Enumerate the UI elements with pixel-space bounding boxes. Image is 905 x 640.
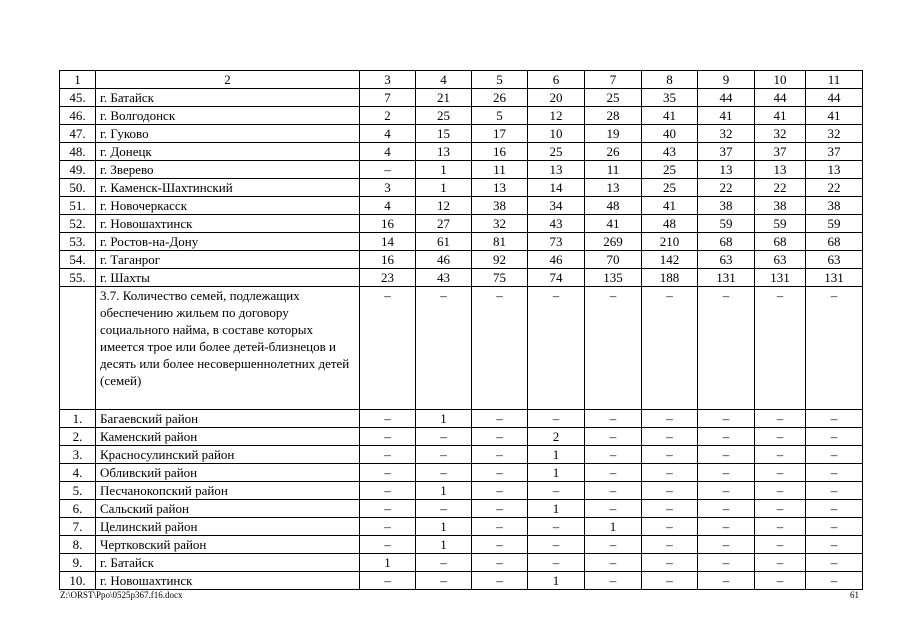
header-cell: 1 [60,71,96,89]
value-cell: 34 [528,197,585,215]
value-cell: 25 [585,89,642,107]
row-number: 8. [60,536,96,554]
value-cell: – [585,446,642,464]
value-cell: 26 [472,89,528,107]
value-cell: 1 [528,464,585,482]
row-name: г. Гуково [96,125,360,143]
value-cell: – [585,428,642,446]
value-cell: – [472,536,528,554]
value-cell: 2 [528,428,585,446]
row-number: 54. [60,251,96,269]
value-cell: 1 [416,518,472,536]
value-cell: – [585,572,642,590]
value-cell: 41 [642,107,698,125]
table-row [60,89,863,107]
value-cell: 1 [416,161,472,179]
value-cell: 16 [360,251,416,269]
value-cell: – [806,446,863,464]
row-name: г. Ростов-на-Дону [96,233,360,251]
value-cell: 63 [698,251,755,269]
value-cell: – [360,518,416,536]
value-cell: – [806,518,863,536]
value-cell: – [698,287,755,410]
value-cell: – [755,572,806,590]
value-cell: – [642,518,698,536]
value-cell: 92 [472,251,528,269]
value-cell: – [528,554,585,572]
value-cell: – [416,554,472,572]
value-cell: – [698,572,755,590]
value-cell: – [642,500,698,518]
value-cell: – [642,482,698,500]
value-cell: – [585,500,642,518]
row-name: Сальский район [96,500,360,518]
row-number: 52. [60,215,96,233]
value-cell: – [806,410,863,428]
value-cell: 10 [528,125,585,143]
value-cell: 22 [698,179,755,197]
value-cell: – [360,500,416,518]
row-name: Чертковский район [96,536,360,554]
value-cell: – [585,482,642,500]
table-row [60,161,863,179]
value-cell: 22 [806,179,863,197]
value-cell: 7 [360,89,416,107]
value-cell: 1 [585,518,642,536]
value-cell: – [472,518,528,536]
row-number: 4. [60,464,96,482]
row-name: Багаевский район [96,410,360,428]
table-row [60,572,863,590]
value-cell: 28 [585,107,642,125]
value-cell: 25 [642,179,698,197]
value-cell: 1 [360,554,416,572]
value-cell: 26 [585,143,642,161]
row-number [60,287,96,410]
table-row [60,251,863,269]
table-row [60,482,863,500]
row-number: 6. [60,500,96,518]
value-cell: – [528,518,585,536]
value-cell: 12 [416,197,472,215]
value-cell: – [360,536,416,554]
row-number: 48. [60,143,96,161]
value-cell: 21 [416,89,472,107]
header-cell: 10 [755,71,806,89]
row-name: г. Новочеркасск [96,197,360,215]
value-cell: 63 [755,251,806,269]
row-number: 9. [60,554,96,572]
value-cell: 38 [698,197,755,215]
table-row [60,518,863,536]
value-cell: – [755,428,806,446]
row-name: г. Волгодонск [96,107,360,125]
value-cell: 19 [585,125,642,143]
value-cell: 74 [528,269,585,287]
value-cell: 4 [360,143,416,161]
value-cell: – [585,287,642,410]
value-cell: – [755,482,806,500]
value-cell: – [585,536,642,554]
value-cell: 142 [642,251,698,269]
value-cell: – [642,428,698,446]
value-cell: 38 [755,197,806,215]
row-name: г. Батайск [96,89,360,107]
value-cell: – [642,287,698,410]
table-row [60,179,863,197]
row-number: 1. [60,410,96,428]
table-row [60,197,863,215]
value-cell: – [360,446,416,464]
row-name: Целинский район [96,518,360,536]
value-cell: 1 [528,572,585,590]
row-number: 51. [60,197,96,215]
row-name: Обливский район [96,464,360,482]
value-cell: 4 [360,125,416,143]
value-cell: 37 [698,143,755,161]
value-cell: – [806,554,863,572]
value-cell: 32 [755,125,806,143]
value-cell: – [528,287,585,410]
table-row [60,410,863,428]
value-cell: – [360,161,416,179]
header-cell: 3 [360,71,416,89]
data-table [59,70,863,590]
value-cell: – [806,572,863,590]
row-name: г. Донецк [96,143,360,161]
value-cell: 37 [755,143,806,161]
value-cell: 44 [698,89,755,107]
value-cell: 48 [642,215,698,233]
value-cell: 13 [698,161,755,179]
value-cell: – [698,464,755,482]
value-cell: – [416,428,472,446]
value-cell: 20 [528,89,585,107]
value-cell: – [698,554,755,572]
table-row [60,446,863,464]
value-cell: – [472,554,528,572]
value-cell: – [698,446,755,464]
value-cell: 11 [472,161,528,179]
value-cell: – [755,287,806,410]
table-row [60,269,863,287]
value-cell: 41 [642,197,698,215]
value-cell: 269 [585,233,642,251]
value-cell: – [416,464,472,482]
value-cell: – [585,464,642,482]
value-cell: 37 [806,143,863,161]
table-row [60,107,863,125]
value-cell: 32 [698,125,755,143]
table-body [60,89,863,590]
row-number: 5. [60,482,96,500]
value-cell: 25 [642,161,698,179]
row-number: 55. [60,269,96,287]
value-cell: – [755,518,806,536]
value-cell: – [360,410,416,428]
value-cell: 17 [472,125,528,143]
value-cell: 131 [755,269,806,287]
value-cell: – [806,482,863,500]
value-cell: 13 [528,161,585,179]
value-cell: 4 [360,197,416,215]
value-cell: 15 [416,125,472,143]
table-row [60,233,863,251]
value-cell: – [698,410,755,428]
value-cell: – [472,464,528,482]
row-name: г. Батайск [96,554,360,572]
value-cell: 75 [472,269,528,287]
value-cell: – [755,410,806,428]
value-cell: 41 [755,107,806,125]
value-cell: 68 [806,233,863,251]
table-row [60,464,863,482]
value-cell: 1 [528,500,585,518]
value-cell: – [360,464,416,482]
value-cell: 12 [528,107,585,125]
header-cell: 7 [585,71,642,89]
row-name: г. Каменск-Шахтинский [96,179,360,197]
value-cell: 44 [806,89,863,107]
value-cell: 32 [472,215,528,233]
value-cell: – [755,500,806,518]
value-cell: 14 [528,179,585,197]
table-row [60,500,863,518]
value-cell: 46 [528,251,585,269]
value-cell: – [642,410,698,428]
value-cell: 13 [755,161,806,179]
value-cell: 63 [806,251,863,269]
section-title: 3.7. Количество семей, подлежащих обеспечению жильем по договору социального найма, в составе которых имеется трое или более детей-близнецов и десять или более несовершеннолетних детей (семей) [96,287,360,410]
value-cell: 81 [472,233,528,251]
value-cell: 1 [528,446,585,464]
value-cell: 70 [585,251,642,269]
value-cell: – [472,500,528,518]
table-row [60,143,863,161]
value-cell: 16 [360,215,416,233]
value-cell: – [585,554,642,572]
value-cell: – [416,572,472,590]
value-cell: – [360,287,416,410]
value-cell: – [755,464,806,482]
value-cell: – [472,287,528,410]
header-cell: 6 [528,71,585,89]
value-cell: – [698,518,755,536]
row-name: г. Таганрог [96,251,360,269]
value-cell: – [642,536,698,554]
row-number: 2. [60,428,96,446]
header-cell: 2 [96,71,360,89]
value-cell: 40 [642,125,698,143]
value-cell: – [642,446,698,464]
value-cell: – [360,428,416,446]
value-cell: 1 [416,410,472,428]
value-cell: – [806,287,863,410]
row-name: г. Зверево [96,161,360,179]
section-row [60,287,863,410]
value-cell: – [416,500,472,518]
row-number: 10. [60,572,96,590]
row-name: Песчанокопский район [96,482,360,500]
value-cell: 1 [416,179,472,197]
row-number: 49. [60,161,96,179]
value-cell: – [528,482,585,500]
value-cell: 43 [642,143,698,161]
value-cell: 2 [360,107,416,125]
value-cell: 59 [698,215,755,233]
value-cell: 27 [416,215,472,233]
page-number: 61 [850,590,859,600]
value-cell: 23 [360,269,416,287]
value-cell: 73 [528,233,585,251]
value-cell: 13 [472,179,528,197]
row-name: г. Новошахтинск [96,572,360,590]
value-cell: 210 [642,233,698,251]
row-name: Красносулинский район [96,446,360,464]
header-cell: 5 [472,71,528,89]
value-cell: 1 [416,482,472,500]
value-cell: 13 [806,161,863,179]
value-cell: 68 [755,233,806,251]
value-cell: 43 [528,215,585,233]
value-cell: 44 [755,89,806,107]
row-number: 3. [60,446,96,464]
table-row [60,428,863,446]
row-name: Каменский район [96,428,360,446]
value-cell: – [642,572,698,590]
value-cell: – [416,446,472,464]
value-cell: 13 [416,143,472,161]
value-cell: – [642,464,698,482]
value-cell: 3 [360,179,416,197]
value-cell: – [698,536,755,554]
value-cell: 25 [416,107,472,125]
value-cell: – [585,410,642,428]
value-cell: 59 [755,215,806,233]
row-number: 45. [60,89,96,107]
value-cell: 135 [585,269,642,287]
table-row [60,215,863,233]
file-path-footer: Z:\ORST\Ppo\0525p367.f16.docx [60,590,183,600]
value-cell: – [698,500,755,518]
value-cell: – [472,482,528,500]
value-cell: 35 [642,89,698,107]
table-row [60,125,863,143]
value-cell: 188 [642,269,698,287]
value-cell: – [806,428,863,446]
header-cell: 9 [698,71,755,89]
value-cell: 38 [806,197,863,215]
value-cell: 41 [698,107,755,125]
value-cell: 43 [416,269,472,287]
header-cell: 8 [642,71,698,89]
value-cell: 16 [472,143,528,161]
value-cell: – [360,482,416,500]
table-row [60,554,863,572]
value-cell: 59 [806,215,863,233]
value-cell: – [416,287,472,410]
value-cell: 25 [528,143,585,161]
row-number: 53. [60,233,96,251]
value-cell: 48 [585,197,642,215]
header-cell: 4 [416,71,472,89]
value-cell: 32 [806,125,863,143]
value-cell: 38 [472,197,528,215]
row-number: 46. [60,107,96,125]
value-cell: 131 [806,269,863,287]
value-cell: 22 [755,179,806,197]
row-name: г. Шахты [96,269,360,287]
value-cell: 1 [416,536,472,554]
row-number: 50. [60,179,96,197]
value-cell: – [755,536,806,554]
value-cell: 14 [360,233,416,251]
value-cell: – [472,572,528,590]
value-cell: – [360,572,416,590]
value-cell: – [806,536,863,554]
header-cell: 11 [806,71,863,89]
value-cell: 13 [585,179,642,197]
value-cell: – [806,464,863,482]
row-number: 7. [60,518,96,536]
value-cell: – [755,554,806,572]
table-row [60,536,863,554]
value-cell: – [528,410,585,428]
value-cell: – [642,554,698,572]
value-cell: – [472,410,528,428]
value-cell: 41 [585,215,642,233]
value-cell: – [755,446,806,464]
value-cell: 68 [698,233,755,251]
value-cell: 5 [472,107,528,125]
value-cell: – [528,536,585,554]
header-row [60,71,863,89]
value-cell: – [698,482,755,500]
value-cell: – [698,428,755,446]
value-cell: – [472,428,528,446]
value-cell: 41 [806,107,863,125]
value-cell: – [806,500,863,518]
row-number: 47. [60,125,96,143]
value-cell: 11 [585,161,642,179]
value-cell: – [472,446,528,464]
row-name: г. Новошахтинск [96,215,360,233]
value-cell: 61 [416,233,472,251]
value-cell: 46 [416,251,472,269]
value-cell: 131 [698,269,755,287]
